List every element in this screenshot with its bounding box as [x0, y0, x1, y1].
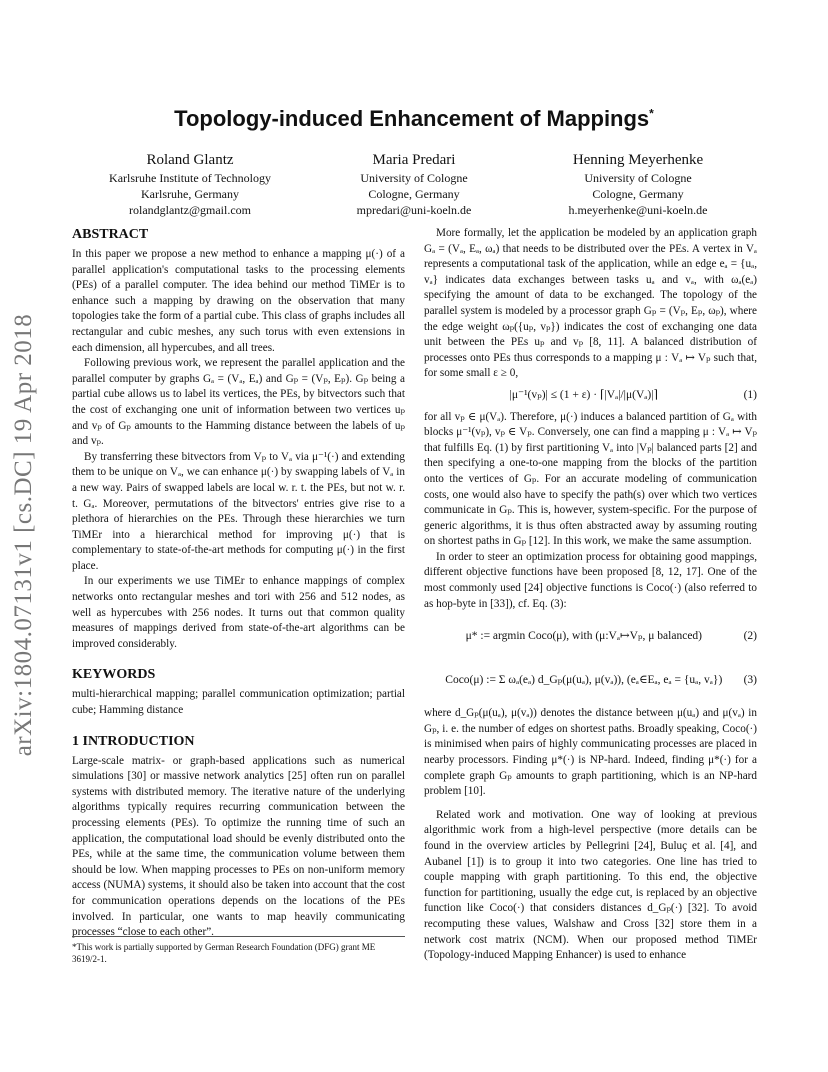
equation-2	[424, 618, 757, 656]
author-location: Cologne, Germany	[592, 187, 684, 201]
intro-paragraph: Large-scale matrix- or graph-based applications such as numerical simulations [30] or massive network analytics [25] often run on parallel systems with distributed memory. The iterative nature of the underlying algorithms typically requires recurring communication between the processing elements (PEs). To optimize the running time of such an application, the computational load should be evenly distributed onto the PEs, while at the same time, the communication volume between them should be low. When mapping processes to PEs on non-uniform memory access (NUMA) systems, it should also be taken into account that the cost for communication operations depends on the locations of the PEs involved. In particular, one wants to map heavily communicating processes “close to each other”.	[72, 754, 405, 939]
author-block	[78, 150, 750, 218]
author-name: Roland Glantz	[146, 152, 234, 168]
equation-number: (1)	[743, 388, 757, 401]
body-paragraph: for all vₚ ∈ μ(Vₐ). Therefore, μ(·) induces a balanced partition of Gₐ with blocks μ⁻¹(vₚ), vₚ ∈ Vₚ. Conversely, one can find a mapping μ : Vₐ ↦ Vₚ that fulfills Eq. (1) by first partitioning Vₐ into |Vₚ| balanced parts [2] and then specifying a one-to-one mapping from the blocks of the partition onto the vertices of Gₚ. For an accurate modeling of communication costs, one would also have to specify the path(s) over which two vertices communicate in Gₚ. This is, however, system-specific. For the purpose of generic algorithms, it is thus often abstracted away by assuming routing on shortest paths in Gₚ [12]. In this work, we make the same assumption.	[424, 410, 757, 548]
author-3	[526, 150, 750, 218]
equation-number: (2)	[743, 630, 757, 643]
author-name: Henning Meyerhenke	[572, 152, 704, 168]
right-column	[424, 226, 757, 964]
author-name: Maria Predari	[372, 152, 456, 168]
keywords-heading: KEYWORDS	[72, 667, 156, 683]
author-affiliation: University of Cologne	[584, 171, 692, 185]
abstract-paragraph: Following previous work, we represent the parallel application and the parallel computer by graphs Gₐ = (Vₐ, Eₐ) and Gₚ = (Vₚ, Eₚ). Gₚ being a partial cube allows us to label its vertices, the PEs, by bitvectors such that the cost of exchanging one unit of information between two vertices uₚ and vₚ of Gₚ amounts to the Hamming distance between the labels of uₚ and vₚ.	[72, 357, 405, 448]
equation-body: Coco(μ) := Σ ωₐ(eₐ) d_Gₚ(μ(uₐ), μ(vₐ)), (eₐ∈Eₐ, eₐ = {uₐ, vₐ})	[445, 674, 723, 687]
author-affiliation: University of Cologne	[360, 171, 468, 185]
author-email: h.meyerhenke@uni-koeln.de	[568, 203, 708, 217]
author-location: Cologne, Germany	[368, 187, 460, 201]
abstract-heading: ABSTRACT	[72, 227, 149, 242]
equation-number: (3)	[743, 674, 757, 687]
footnote: *This work is partially supported by German Research Foundation (DFG) grant ME 3619/2-1.	[72, 936, 405, 965]
author-1	[78, 150, 302, 218]
intro-heading: 1 INTRODUCTION	[72, 733, 195, 749]
author-email: rolandglantz@gmail.com	[128, 203, 251, 217]
equation-1	[424, 388, 757, 404]
equation-body: μ* := argmin Coco(μ), with (μ:Vₐ↦Vₚ, μ balanced)	[465, 630, 702, 643]
abstract-paragraph: In this paper we propose a new method to enhance a mapping μ(·) of a parallel application's computational tasks to the processing elements (PEs) of a parallel computer. The idea behind our method TiMEr is to enhance such a mapping by drawing on the observation that many topologies take the form of a partial cube. This class of graphs includes all rectangular and cubic meshes, any such torus with even extensions in each dimension, all hypercubes, and all trees.	[72, 248, 405, 354]
body-paragraph: In order to steer an optimization process for obtaining good mappings, different objective functions have been proposed [8, 12, 17]. One of the most commonly used [24] objective functions is Coco(·) (also referred to as hop-byte in [33]), cf. Eq. (3):	[424, 550, 757, 610]
author-location: Karlsruhe, Germany	[141, 187, 239, 201]
body-paragraph: Related work and motivation. One way of looking at previous algorithmic work from a high-level perspective (more details can be found in the overview articles by Pellegrini [24], Buluç et al. [4], and Aubanel [1]) is to group it into two categories. One line has tried to couple mapping with graph partitioning. To this end, the objective function for partitioning, usually the edge cut, is replaced by an objective function like Coco(·) that considers distances d_Gₚ(·) [32]. To avoid recomputing these values, Walshaw and Cross [32] store them in a network cost matrix (NCM). When our proposed method TiMEr (Topology-induced Mapping Enhancer) is used to enhance	[424, 808, 757, 962]
abstract-paragraph: By transferring these bitvectors from Vₚ to Vₐ via μ⁻¹(·) and extending them to be unique on Vₐ, we can enhance μ(·) by swapping labels of Vₐ in a new way. Pairs of swapped labels are local w. r. t. the PEs, but not w. r. t. Gₐ. Moreover, permutations of the bitvectors' entries give rise to a plethora of hierarchies on the PEs. Through these hierarchies we turn TiMEr into a hierarchical method for improving μ(·) that is complementary to state-of-the-art methods for computing μ(·) in the first place.	[72, 450, 405, 572]
author-affiliation: Karlsruhe Institute of Technology	[109, 171, 271, 185]
author-2	[302, 150, 526, 218]
equation-body: |μ⁻¹(vₚ)| ≤ (1 + ε) · ⌈|Vₐ|/|μ(Vₐ)|⌉	[509, 388, 659, 401]
author-email: mpredari@uni-koeln.de	[356, 203, 472, 217]
left-column	[72, 226, 405, 941]
title-footnote-mark: *	[649, 106, 654, 121]
paper-title: Topology-induced Enhancement of Mappings*	[174, 106, 654, 131]
abstract-paragraph: In our experiments we use TiMEr to enhance mappings of complex networks onto rectangular meshes and tori with 256 and 512 nodes, as well as hypercubes with 256 nodes. It turns out that common quality measures of mappings derived from state-of-the-art algorithms can be improved considerably.	[72, 575, 405, 650]
body-paragraph: where d_Gₚ(μ(uₐ), μ(vₐ)) denotes the distance between μ(uₐ) and μ(vₐ) in Gₚ, i. e. the number of edges on shortest paths. Broadly speaking, Coco(·) is minimised when pairs of highly communicating processes are placed in nearby processors. Finding μ*(·) is NP-hard. Indeed, finding μ*(·) for a complete graph Gₚ amounts to graph partitioning, which is an NP-hard problem [10].	[424, 707, 757, 798]
equation-3	[424, 662, 757, 700]
keywords-text: multi-hierarchical mapping; parallel communication optimization; partial cube; Hamming distance	[72, 688, 405, 717]
body-paragraph: More formally, let the application be modeled by an application graph Gₐ = (Vₐ, Eₐ, ωₐ) that needs to be distributed over the PEs. A vertex in Vₐ represents a computational task of the application, while an edge eₐ = {uₐ, vₐ} indicates data exchanges between tasks uₐ and vₐ, with ωₐ(eₐ) specifying the amount of data to be exchanged. The topology of the parallel system is modeled by a processor graph Gₚ = (Vₚ, Eₚ, ωₚ), where the edge weight ωₚ({uₚ, vₚ}) indicates the cost of exchanging one data unit between the PEs uₚ and vₚ [8, 11]. A balanced distribution of processes onto PEs thus corresponds to a mapping μ : Vₐ ↦ Vₚ such that, for some small ε ≥ 0,	[424, 227, 757, 380]
